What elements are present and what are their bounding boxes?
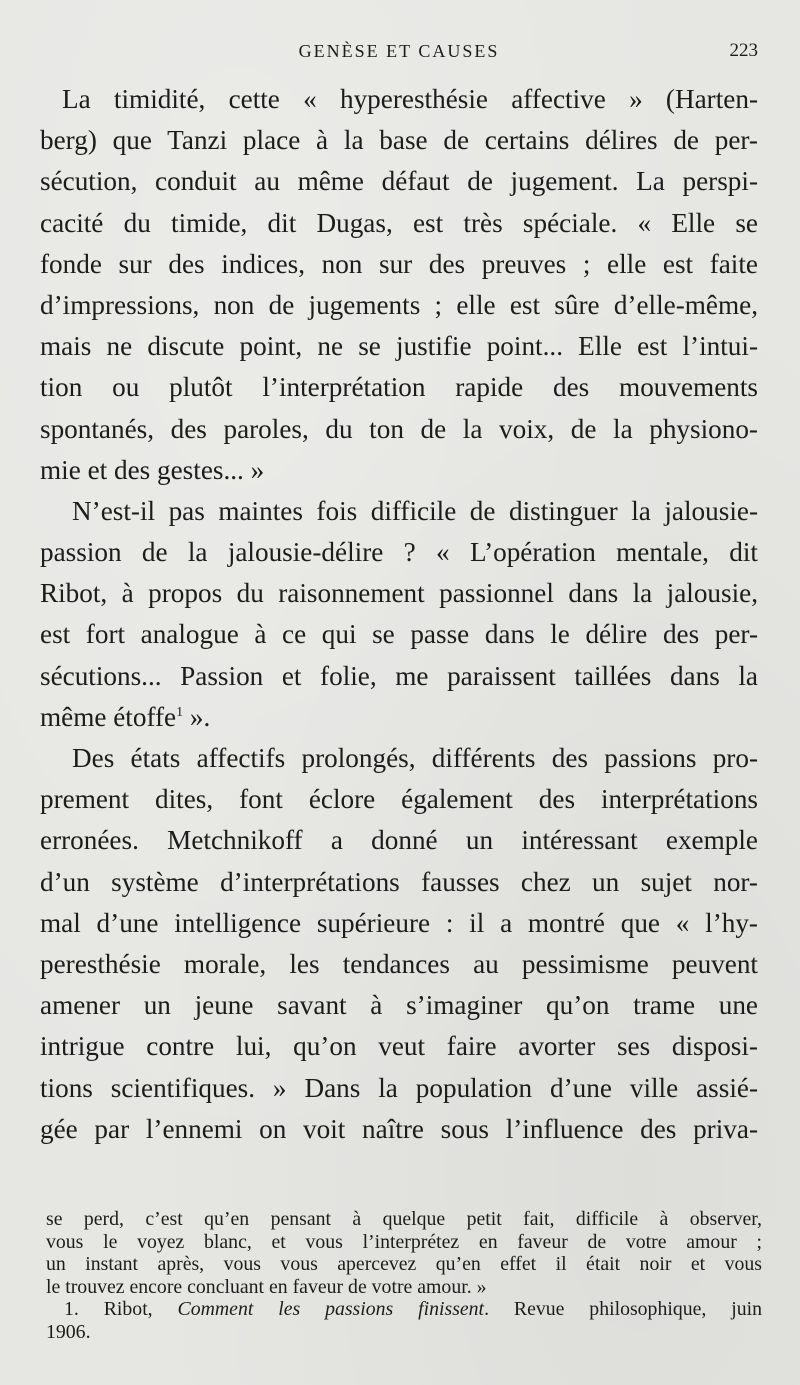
text-line: N’est-il pas maintes fois difficile de distinguer la jalousie- [72,495,758,526]
text-line: cacité du timide, dit Dugas, est très spéciale. « Elle se [40,207,758,238]
text-line-with-footnote-ref [40,697,758,738]
footnote-ref: 1 [176,704,184,720]
body-text [40,79,758,1150]
text-line: sécution, conduit au même défaut de jugement. La perspi- [40,166,758,197]
footnote-1-marker: 1. Ribot, [64,1298,178,1321]
text-line: mie et des gestes... » [40,454,265,485]
text-line: d’impressions, non de jugements ; elle est sûre d’elle-même, [40,289,758,320]
text-line: mal d’une intelligence supérieure : il a montré que « l’hy- [40,907,758,938]
text-line: amener un jeune savant à s’imaginer qu’on trame une [40,990,758,1021]
text-fragment: même étoffe [40,701,177,732]
text-line: est fort analogue à ce qui se passe dans le délire des per- [40,619,758,650]
text-line: prement dites, font éclore également des interprétations [40,784,758,815]
footnote-line: se perd, c’est qu’en pensant à quelque petit fait, difficile à observer, [46,1208,762,1230]
footnote-line: le trouvez encore concluant en faveur de votre amour. » [46,1275,487,1298]
text-line: peresthésie morale, les tendances au pessimisme peuvent [40,948,758,979]
footnote-1 [46,1298,762,1321]
footnote-1-title: Comment les passions finissent [177,1298,485,1321]
page-number: 223 [729,40,758,61]
running-head [40,40,758,64]
running-title: GENÈSE ET CAUSES [298,41,500,61]
text-line: erronées. Metchnikoff a donné un intéressant exemple [40,825,758,856]
text-line: tions scientifiques. » Dans la population d’une ville assié- [40,1072,758,1103]
footnote-line: un instant après, vous vous apercevez qu’en effet il était noir et vous [46,1253,762,1276]
footnote-1-rest: . Revue philosophique, juin [484,1298,762,1321]
text-line: berg) que Tanzi place à la base de certains délires de per- [40,125,758,156]
footnotes [46,1208,762,1344]
text-line: Des états affectifs prolongés, différents des passions pro- [72,743,758,773]
text-line: spontanés, des paroles, du ton de la voix, de la physiono- [40,413,758,444]
text-line: La timidité, cette « hyperesthésie affective » (Harten- [62,84,758,114]
text-line: gée par l’ennemi on voit naître sous l’influence des priva- [40,1113,758,1144]
footnote-line: vous le voyez blanc, et vous l’interprétez en faveur de votre amour ; [46,1230,762,1253]
text-line: mais ne discute point, ne se justifie point... Elle est l’intui- [40,331,758,362]
text-line: Ribot, à propos du raisonnement passionnel dans la jalousie, [40,578,758,609]
text-line: tion ou plutôt l’interprétation rapide des mouvements [40,372,758,403]
text-line: passion de la jalousie-délire ? « L’opération mentale, dit [40,537,758,568]
text-fragment: ». [183,701,211,732]
text-line: fonde sur des indices, non sur des preuves ; elle est faite [40,248,758,279]
text-line: sécutions... Passion et folie, me paraissent taillées dans la [40,660,758,691]
footnote-1-year: 1906. [46,1320,91,1343]
text-line: d’un système d’interprétations fausses chez un sujet nor- [40,866,758,897]
text-line: intrigue contre lui, qu’on veut faire avorter ses disposi- [40,1031,758,1062]
